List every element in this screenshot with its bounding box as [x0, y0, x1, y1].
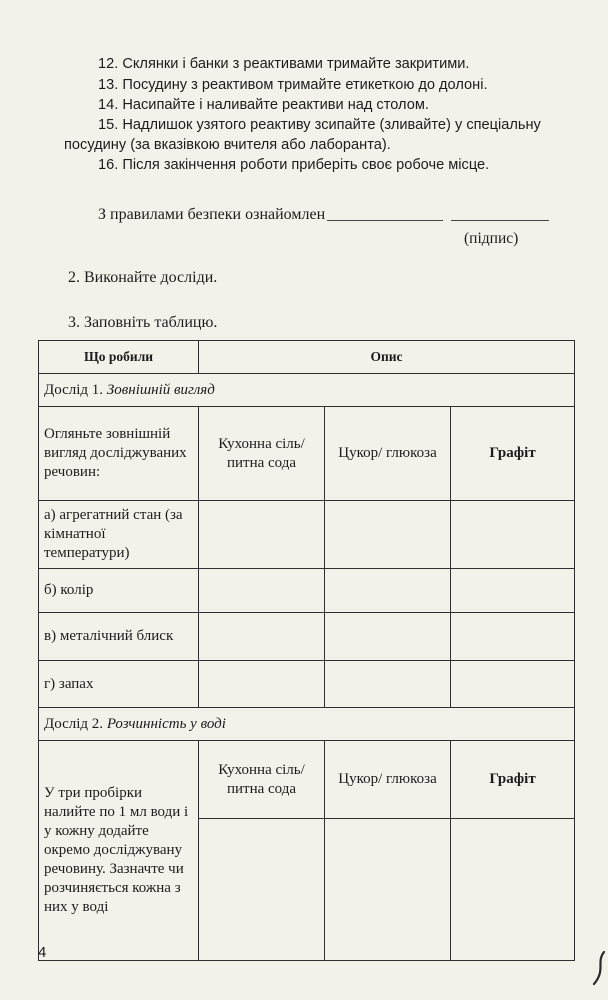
- answer-cell[interactable]: [199, 819, 325, 961]
- safety-acknowledgement: [98, 206, 549, 224]
- rule-14: 14. Насипайте і наливайте реактиви над столом.: [98, 97, 429, 113]
- safety-rules-list: [64, 54, 564, 175]
- answer-cell[interactable]: [199, 501, 325, 569]
- column-header-what-done: Що робили: [39, 341, 199, 374]
- property-aggregate-state: а) агрегатний стан (за кімнатної температури): [39, 501, 199, 569]
- rule-16: 16. Після закінчення роботи приберіть своє робоче місце.: [98, 157, 490, 173]
- experiment-2-title: [39, 708, 575, 741]
- answer-cell[interactable]: [451, 819, 575, 961]
- substance-graphite-header: Графіт: [451, 741, 575, 819]
- answer-cell[interactable]: [325, 661, 451, 708]
- substance-sugar-header: Цукор/ глюкоза: [325, 407, 451, 501]
- substance-graphite-header: Графіт: [451, 407, 575, 501]
- experiment-1-title: [39, 374, 575, 407]
- experiment-2-instructions: У три пробірки налийте по 1 мл води і у кожну додайте окремо досліджувану речовину. Зазначте чи розчиняється кожна з них у воді: [39, 741, 199, 961]
- substance-sugar-header: Цукор/ глюкоза: [325, 741, 451, 819]
- rule-12: 12. Склянки і банки з реактивами тримайте закритими.: [98, 56, 470, 72]
- instruction-step-3: 3. Заповніть таблицю.: [68, 314, 218, 331]
- answer-cell[interactable]: [199, 613, 325, 661]
- experiment-1-prefix: Дослід 1.: [44, 381, 107, 398]
- answer-cell[interactable]: [451, 501, 575, 569]
- answer-cell[interactable]: [451, 661, 575, 708]
- property-smell: г) запах: [39, 661, 199, 708]
- property-metallic-lustre: в) металічний блиск: [39, 613, 199, 661]
- experiment-table: [38, 340, 575, 961]
- instruction-step-2: 2. Виконайте досліди.: [68, 269, 218, 286]
- experiment-2-name: Розчинність у воді: [106, 715, 226, 732]
- rule-15: 15. Надлишок узятого реактиву зсипайте (зливайте) у спеціальну посудину (за вказівкою вчителя або лаборанта).: [64, 117, 541, 153]
- column-header-description: Опис: [199, 341, 575, 374]
- answer-cell[interactable]: [451, 613, 575, 661]
- signature-blank[interactable]: [451, 220, 549, 221]
- answer-cell[interactable]: [199, 661, 325, 708]
- answer-cell[interactable]: [199, 569, 325, 613]
- safety-acknowledgement-text: З правилами безпеки ознайомлен: [98, 206, 326, 223]
- experiment-1-instructions: Огляньте зовнішній вигляд досліджуваних речовин:: [39, 407, 199, 501]
- answer-cell[interactable]: [451, 569, 575, 613]
- answer-cell[interactable]: [325, 501, 451, 569]
- experiment-1-name: Зовнішній вигляд: [106, 381, 215, 398]
- pen-mark-icon: [586, 948, 608, 988]
- substance-salt-header: Кухонна сіль/питна сода: [199, 741, 325, 819]
- property-color: б) колір: [39, 569, 199, 613]
- signature-label: (підпис): [464, 230, 519, 247]
- page-number: 4: [38, 944, 47, 961]
- answer-cell[interactable]: [325, 819, 451, 961]
- answer-cell[interactable]: [325, 569, 451, 613]
- experiment-2-prefix: Дослід 2.: [44, 715, 107, 732]
- acknowledgement-blank[interactable]: [327, 220, 443, 221]
- answer-cell[interactable]: [325, 613, 451, 661]
- rule-13: 13. Посудину з реактивом тримайте етикеткою до долоні.: [98, 77, 488, 93]
- substance-salt-header: Кухонна сіль/питна сода: [199, 407, 325, 501]
